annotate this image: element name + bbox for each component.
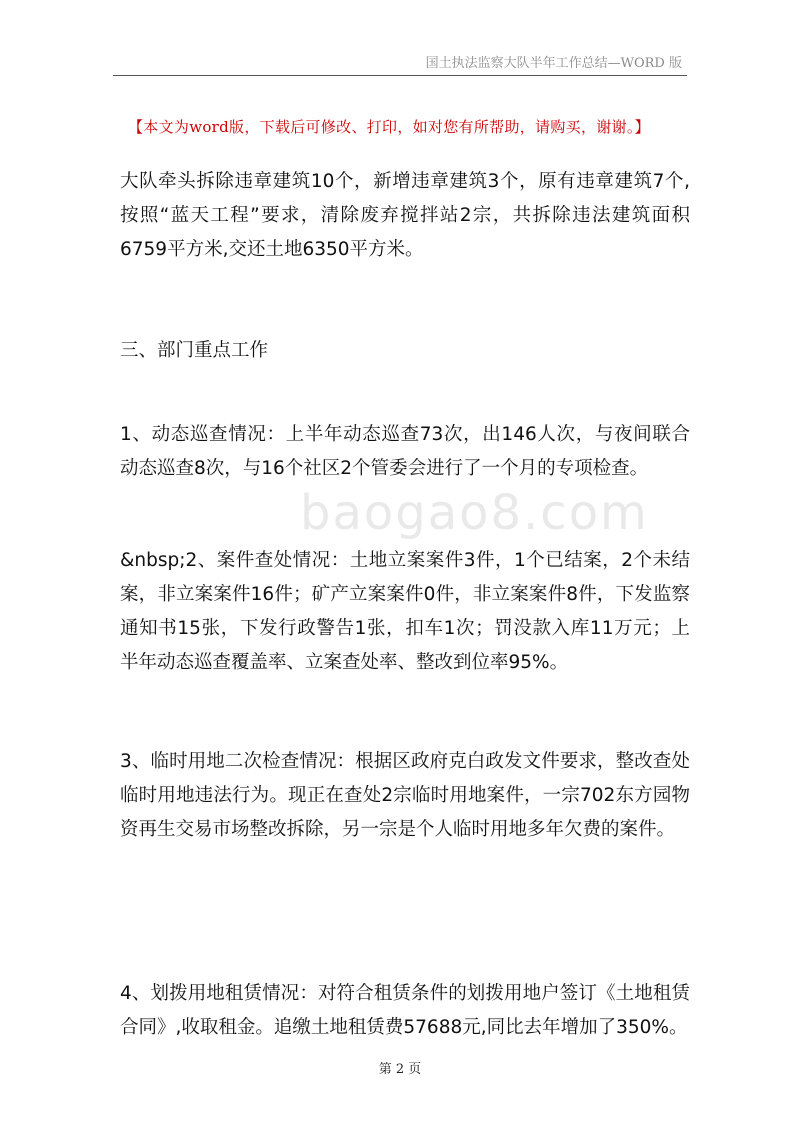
paragraph-allocated-land-lease: 4、划拨用地租赁情况：对符合租赁条件的划拨用地户签订《土地租赁合同》,收取租金。追缴土地租赁费57688元,同比去年增加了350%。 [120,983,690,1038]
watermark: baogao8.com [300,485,649,541]
paragraph-demolition-summary: 大队牵头拆除违章建筑10个，新增违章建筑3个，原有违章建筑7个, 按照“蓝天工程”要求，清除废弃搅拌站2宗，共拆除违法建筑面积6759平方米,交还土地6350平方米。 [120,171,690,260]
paragraph-temporary-land-use: 3、临时用地二次检查情况：根据区政府克白政发文件要求，整改查处临时用地违法行为。现正在查处2宗临时用地案件，一宗702东方园物资再生交易市场整改拆除，另一宗是个人临时用地多年欠费的案件。 [120,751,690,840]
header-rule [113,75,687,76]
section-heading-key-work: 三、部门重点工作 [120,340,269,361]
paragraph-patrol-inspection: 1、动态巡查情况：上半年动态巡查73次，出146人次，与夜间联合动态巡查8次，与16个社区2个管委会进行了一个月的专项检查。 [120,424,690,479]
paragraph-case-handling: &nbsp;2、案件查处情况：土地立案案件3件，1个已结案，2个未结案，非立案案件16件；矿产立案案件0件，非立案案件8件，下发监察通知书15张，下发行政警告1张，扣车1次；罚没款入库11万元；上半年动态巡查覆盖率、立案查处率、整改到位率95%。 [120,550,690,673]
page-header-title: 国土执法监察大队半年工作总结—WORD 版 [425,56,682,71]
purchase-notice: 【本文为word版，下载后可修改、打印，如对您有所帮助，请购买，谢谢。】 [128,118,650,136]
page-number: 第 2 页 [378,1062,422,1077]
